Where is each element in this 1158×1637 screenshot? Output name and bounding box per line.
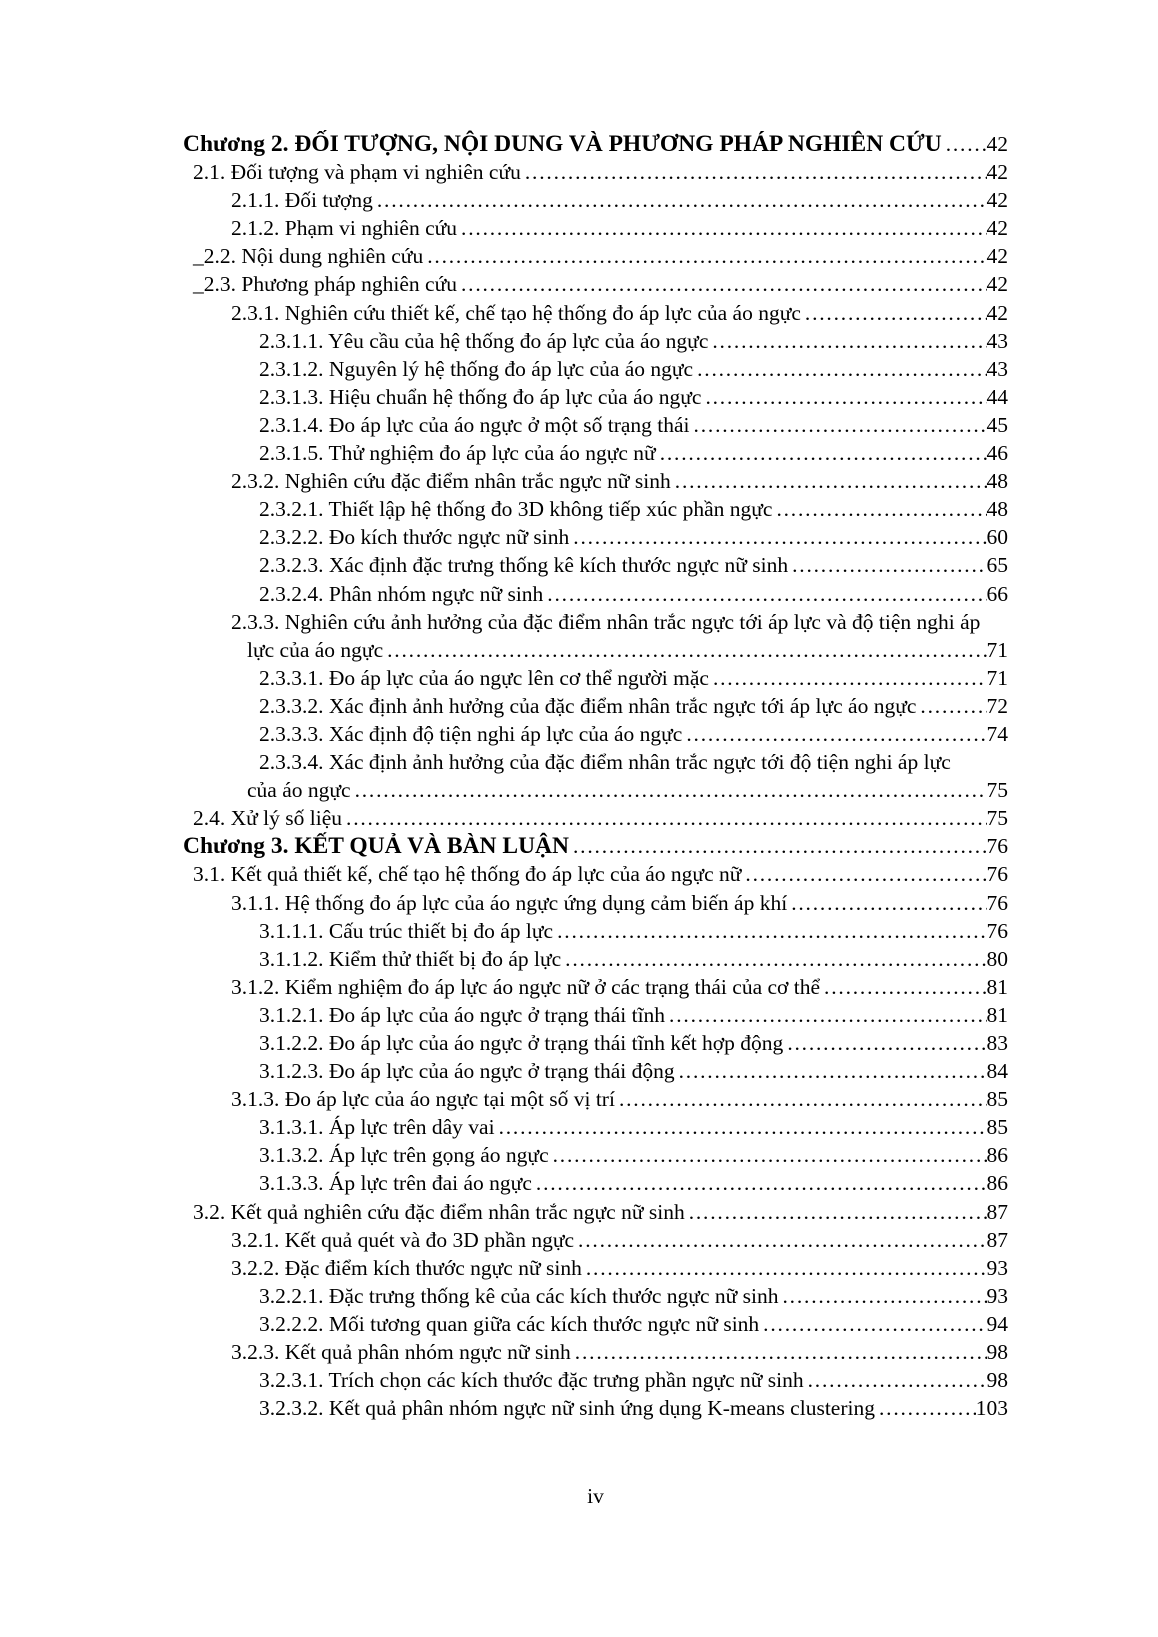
toc-row [183, 945, 1008, 973]
page-number: 103 [975, 1396, 1008, 1421]
toc-row [183, 158, 1008, 186]
page-number-footer: iv [587, 1484, 604, 1509]
page-number: 81 [986, 1002, 1008, 1027]
toc-entry-text: 3.1.1.2. Kiểm thử thiết bị đo áp lực [259, 946, 562, 971]
dot-leader [942, 130, 987, 158]
toc-row [183, 1310, 1008, 1338]
toc-entry-text: 2.3.3.2. Xác định ảnh hưởng của đặc điểm nhân trắc ngực tới áp lực áo ngực [259, 693, 917, 718]
toc-entry-text: 2.3.1.3. Hiệu chuẩn hệ thống đo áp lực của áo ngực [259, 384, 702, 409]
toc-entry-text: 2.3.2.3. Xác định đặc trưng thống kê kích thước ngực nữ sinh [259, 553, 789, 578]
toc-entry-text: 2.3.1.1. Yêu cầu của hệ thống đo áp lực của áo ngực [259, 328, 709, 353]
toc-row [183, 1169, 1008, 1197]
toc-row [183, 327, 1008, 355]
toc-row [183, 270, 1008, 298]
dot-leader [495, 1113, 987, 1141]
page-number: 86 [986, 1171, 1008, 1196]
toc-entry-text: 3.2.3.1. Trích chọn các kích thước đặc trưng phần ngực nữ sinh [259, 1368, 804, 1393]
toc-entry-text: 3.2.3.2. Kết quả phân nhóm ngực nữ sinh ứng dụng K-means clustering [259, 1396, 875, 1421]
toc-entry-text: 3.1.2.2. Đo áp lực của áo ngực ở trạng thái tĩnh kết hợp động [259, 1031, 784, 1055]
toc-row [183, 720, 1008, 748]
toc-entry-text: 2.1. Đối tượng và phạm vi nghiên cứu [193, 160, 521, 185]
page-number: 60 [986, 525, 1008, 550]
page-number: 42 [986, 132, 1008, 156]
toc-entry-text: 3.1.2.1. Đo áp lực của áo ngực ở trạng thái tĩnh [259, 1002, 666, 1027]
toc-entry-text: 2.3.2.4. Phân nhóm ngực nữ sinh [259, 581, 544, 606]
dot-leader [675, 1057, 987, 1085]
toc-entry-text: 2.3.2.1. Thiết lập hệ thống đo 3D không tiếp xúc phần ngực [259, 497, 773, 522]
page-number: 84 [986, 1059, 1008, 1084]
dot-leader [342, 804, 986, 832]
toc-row [183, 1366, 1008, 1394]
page-number: 71 [986, 665, 1008, 690]
dot-leader [820, 973, 986, 1001]
dot-leader [457, 214, 986, 242]
dot-leader [423, 242, 986, 270]
toc-row [183, 608, 1008, 636]
toc-row [183, 636, 1008, 664]
toc-entry-text: 2.3.2. Nghiên cứu đặc điểm nhân trắc ngực nữ sinh [231, 469, 671, 494]
page-number: 44 [986, 384, 1008, 409]
page-number: 75 [986, 778, 1008, 803]
dot-leader [553, 917, 986, 945]
toc-entry-text: 2.3.1. Nghiên cứu thiết kế, chế tạo hệ thống đo áp lực của áo ngực [231, 300, 801, 325]
toc-chapter-row [183, 832, 1008, 860]
toc-entry-text: 2.3.3.3. Xác định độ tiện nghi áp lực của áo ngực [259, 721, 683, 746]
toc-entry-text: 2.3.2.2. Đo kích thước ngực nữ sinh [259, 525, 570, 550]
dot-leader [351, 776, 987, 804]
toc-entry-text: 3.1.1. Hệ thống đo áp lực của áo ngực ứng dụng cảm biến áp khí [231, 890, 788, 915]
page-number: 74 [986, 721, 1008, 746]
toc-entry-text: 2.3.3. Nghiên cứu ảnh hưởng của đặc điểm nhân trắc ngực tới áp lực và độ tiện nghi áp [231, 609, 981, 634]
toc-entry-text: Chương 3. KẾT QUẢ VÀ BÀN LUẬN [183, 833, 569, 860]
page-number: 42 [986, 188, 1008, 213]
toc-row [183, 1029, 1008, 1057]
dot-leader [787, 889, 986, 917]
page-number: 48 [986, 497, 1008, 522]
page-number: 75 [986, 806, 1008, 831]
toc-entry-text: 3.2.3. Kết quả phân nhóm ngực nữ sinh [231, 1340, 571, 1365]
toc-chapter-row [183, 130, 1008, 158]
page-number: 42 [986, 244, 1008, 269]
toc-row [183, 776, 1008, 804]
page-number: 71 [986, 637, 1008, 662]
toc-row [183, 383, 1008, 411]
toc-entry-text: 2.3.1.4. Đo áp lực của áo ngực ở một số trạng thái [259, 412, 690, 437]
toc-entry-text: 3.1.2. Kiểm nghiệm đo áp lực áo ngực nữ ở các trạng thái của cơ thể [231, 974, 821, 999]
toc-entry-text: 3.1.3.1. Áp lực trên dây vai [259, 1115, 495, 1140]
page-number: 87 [986, 1199, 1008, 1224]
toc-entry-text: 3.2.2.2. Mối tương quan giữa các kích thước ngực nữ sinh [259, 1311, 760, 1336]
toc-row [183, 1254, 1008, 1282]
toc-entry-text: 2.3.1.5. Thử nghiệm đo áp lực của áo ngực nữ [259, 441, 656, 466]
page-number: 65 [986, 553, 1008, 578]
dot-leader [571, 1338, 987, 1366]
dot-leader [582, 1254, 987, 1282]
toc-entry-text: 2.3.3.1. Đo áp lực của áo ngực lên cơ thể người mặc [259, 665, 709, 690]
toc-entry-text: lực của áo ngực [247, 637, 384, 662]
dot-leader [804, 1366, 987, 1394]
dot-leader [569, 832, 987, 860]
toc-entry-text: 2.1.1. Đối tượng [231, 188, 373, 213]
dot-leader [759, 1310, 986, 1338]
page-number: 72 [986, 693, 1008, 718]
page-number: 42 [986, 300, 1008, 325]
toc-entry-text: 3.2.1. Kết quả quét và đo 3D phần ngực [231, 1227, 575, 1252]
dot-leader [561, 945, 986, 973]
toc-row [183, 186, 1008, 214]
toc-row [183, 973, 1008, 1001]
page-number: 76 [986, 890, 1008, 915]
toc-row [183, 551, 1008, 579]
dot-leader [875, 1394, 976, 1422]
toc-entry-text: 3.2.2.1. Đặc trưng thống kê của các kích thước ngực nữ sinh [259, 1283, 779, 1308]
dot-leader [574, 1226, 986, 1254]
toc-row [183, 242, 1008, 270]
toc-row [183, 692, 1008, 720]
dot-leader [772, 495, 986, 523]
dot-leader [569, 523, 986, 551]
toc-row [183, 1394, 1008, 1422]
dot-leader [708, 327, 986, 355]
dot-leader [532, 1169, 987, 1197]
toc-entry-text: _2.2. Nội dung nghiên cứu [193, 244, 424, 269]
toc-entry-text: 3.1. Kết quả thiết kế, chế tạo hệ thống đo áp lực của áo ngực nữ [193, 862, 742, 887]
dot-leader [690, 411, 987, 439]
page-number: 43 [986, 328, 1008, 353]
toc-entry-text: Chương 2. ĐỐI TƯỢNG, NỘI DUNG VÀ PHƯƠNG PHÁP NGHIÊN CỨU [183, 131, 942, 157]
page-number: 85 [986, 1115, 1008, 1140]
toc-row [183, 355, 1008, 383]
dot-leader [671, 467, 987, 495]
toc-row [183, 214, 1008, 242]
page-number: 86 [986, 1143, 1008, 1168]
dot-leader [709, 664, 987, 692]
toc-row [183, 439, 1008, 467]
page-number: 43 [986, 356, 1008, 381]
page-number: 46 [986, 441, 1008, 466]
toc-entry-text: của áo ngực [247, 778, 351, 803]
toc-row [183, 1226, 1008, 1254]
page-number: 81 [986, 974, 1008, 999]
toc-entry-text: 2.3.3.4. Xác định ảnh hưởng của đặc điểm nhân trắc ngực tới độ tiện nghi áp lực [259, 750, 951, 775]
toc-row [183, 1001, 1008, 1029]
toc-entry-text: 3.2.2. Đặc điểm kích thước ngực nữ sinh [231, 1255, 582, 1280]
toc-row [183, 1338, 1008, 1366]
toc-row [183, 1085, 1008, 1113]
toc-row [183, 1141, 1008, 1169]
toc-row [183, 1057, 1008, 1085]
toc-row [183, 1282, 1008, 1310]
toc-entry-text: 3.1.2.3. Đo áp lực của áo ngực ở trạng thái động [259, 1059, 675, 1084]
toc-entry-text: 2.1.2. Phạm vi nghiên cứu [231, 216, 458, 241]
toc-entry-text: 3.1.3.2. Áp lực trên gọng áo ngực [259, 1143, 549, 1168]
toc-row [183, 467, 1008, 495]
page-number: 66 [986, 581, 1008, 606]
dot-leader [779, 1282, 987, 1310]
toc-row [183, 411, 1008, 439]
page-number: 93 [986, 1255, 1008, 1280]
dot-leader [916, 692, 986, 720]
toc-entry-text: _2.3. Phương pháp nghiên cứu [193, 272, 457, 297]
page-number: 42 [986, 160, 1008, 185]
page-number: 76 [986, 862, 1008, 887]
page-number: 42 [986, 216, 1008, 241]
toc-row [183, 889, 1008, 917]
page-number: 87 [986, 1227, 1008, 1252]
toc-row [183, 804, 1008, 832]
toc-row [183, 748, 1008, 776]
toc-entry-text: 3.1.3. Đo áp lực của áo ngực tại một số vị trí [231, 1087, 615, 1112]
toc-entry-text: 2.3.1.2. Nguyên lý hệ thống đo áp lực của áo ngực [259, 356, 694, 381]
toc-entry-text: 3.2. Kết quả nghiên cứu đặc điểm nhân trắc ngực nữ sinh [193, 1199, 685, 1224]
toc-row [183, 917, 1008, 945]
dot-leader [801, 299, 987, 327]
toc-row [183, 664, 1008, 692]
page-number: 80 [986, 946, 1008, 971]
dot-leader [701, 383, 986, 411]
page-number: 48 [986, 469, 1008, 494]
page-number: 94 [986, 1311, 1008, 1336]
dot-leader [682, 720, 986, 748]
toc-entry-text: 3.1.1.1. Cấu trúc thiết bị đo áp lực [259, 918, 554, 943]
dot-leader [457, 270, 987, 298]
toc-row [183, 860, 1008, 888]
dot-leader [373, 186, 987, 214]
table-of-contents [183, 130, 1008, 1422]
dot-leader [383, 636, 986, 664]
page-number: 93 [986, 1283, 1008, 1308]
toc-row [183, 299, 1008, 327]
dot-leader [788, 551, 986, 579]
toc-row [183, 495, 1008, 523]
dot-leader [685, 1198, 987, 1226]
toc-entry-text: 2.4. Xử lý số liệu [193, 806, 343, 831]
toc-entry-text: 3.1.3.3. Áp lực trên đai áo ngực [259, 1171, 532, 1196]
dot-leader [543, 580, 986, 608]
page-number: 98 [986, 1340, 1008, 1365]
dot-leader [549, 1141, 987, 1169]
dot-leader [521, 158, 987, 186]
toc-row [183, 523, 1008, 551]
page-number: 98 [986, 1368, 1008, 1393]
toc-row [183, 1198, 1008, 1226]
dot-leader [656, 439, 987, 467]
page-number: 76 [986, 834, 1008, 859]
toc-row [183, 1113, 1008, 1141]
dot-leader [783, 1029, 986, 1057]
page-number: 42 [986, 272, 1008, 297]
dot-leader [615, 1085, 987, 1113]
page-number: 76 [986, 918, 1008, 943]
page-number: 45 [986, 412, 1008, 437]
dot-leader [741, 860, 986, 888]
toc-row [183, 580, 1008, 608]
dot-leader [693, 355, 986, 383]
page-number: 85 [986, 1087, 1008, 1112]
page-number: 83 [986, 1031, 1008, 1055]
dot-leader [665, 1001, 986, 1029]
